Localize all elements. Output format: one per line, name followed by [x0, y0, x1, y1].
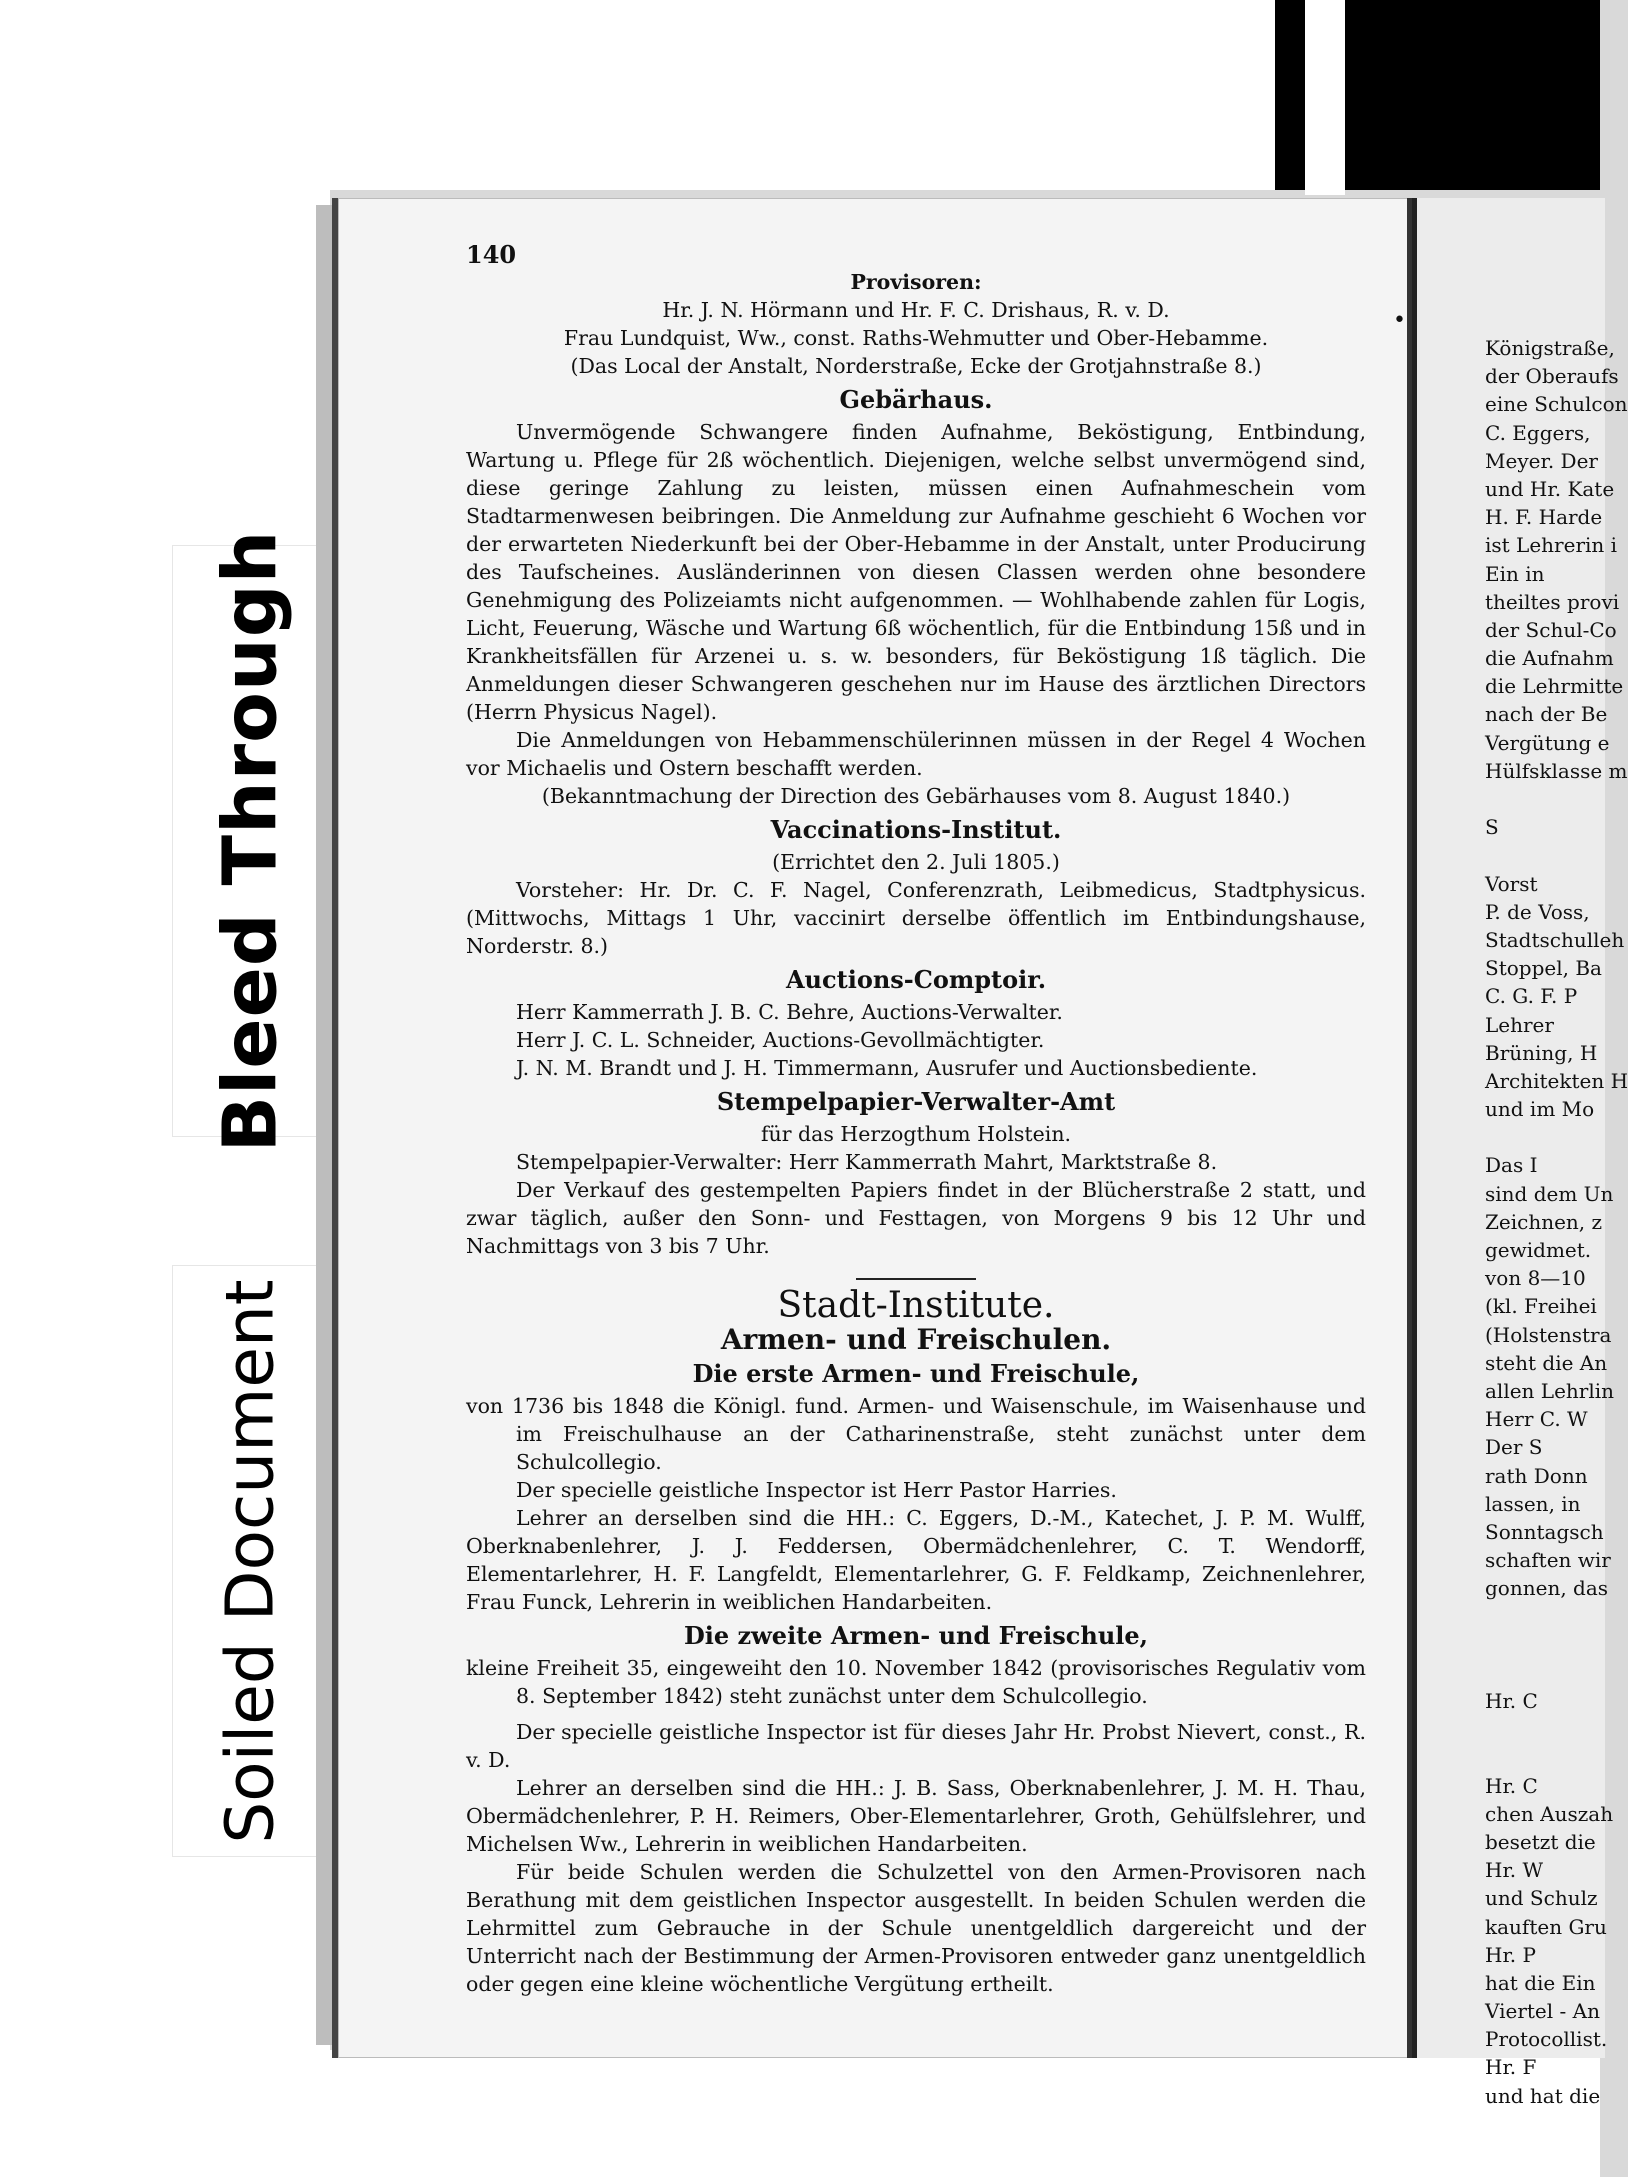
right-page-line: und im Mo: [1485, 1097, 1595, 1122]
right-page-line: Herr C. W: [1485, 1407, 1588, 1432]
right-page-line: der Schul-Co: [1485, 617, 1617, 642]
right-page-line: steht die An: [1485, 1350, 1608, 1375]
right-page-line: und Hr. Kate: [1485, 476, 1615, 501]
right-page-line: Stoppel, Ba: [1485, 956, 1602, 981]
provisoren-line: Hr. J. N. Hörmann und Hr. F. C. Drishaus, R. v. D.: [662, 298, 1170, 322]
gebaerhaus-text-2: Die Anmeldungen von Hebammenschülerinnen müssen in der Regel 4 Wochen vor Michaelis und Ostern beschafft werden.: [466, 728, 1366, 780]
right-page-line: Lehrer: [1485, 1012, 1554, 1037]
vaccination-title: Vaccinations-Institut.: [770, 815, 1062, 844]
label-bleed-through-text: Bleed Through: [207, 529, 294, 1153]
right-page-line: Hülfsklasse m: [1485, 758, 1628, 783]
right-page-line: Hr. F: [1485, 2055, 1537, 2080]
right-page-line: (Holstenstra: [1485, 1322, 1612, 1347]
right-page-line: die Aufnahm: [1485, 646, 1614, 671]
auction-line: J. N. M. Brandt und J. H. Timmermann, Ausrufer und Auctionsbediente.: [516, 1056, 1258, 1080]
erste-schule-title: Die erste Armen- und Freischule,: [692, 1359, 1140, 1388]
right-page-line: schaften wir: [1485, 1548, 1611, 1573]
scan-background-bottom: [0, 2050, 1600, 2177]
erste-schule-inspector: Der specielle geistliche Inspector ist Herr Pastor Harries.: [516, 1478, 1117, 1502]
right-page-line: nach der Be: [1485, 702, 1608, 727]
label-soiled-document: [172, 1265, 329, 1857]
right-page-line: [1485, 1123, 1628, 1151]
gebaerhaus-title: Gebärhaus.: [839, 385, 993, 414]
final-text: Für beide Schulen werden die Schulzettel von den Armen-Provisoren nach Berathung mit dem geistlichen Inspector ausgestellt. In beiden Schulen werden die Lehrmittel zum Gebrauche in der Schule unentgeldlich dargereicht und der Unterricht nach der Bestimmung der Armen-Provisoren entweder ganz unentgeldlich oder gegen eine kleine wöchentliche Vergütung ertheilt.: [466, 1860, 1366, 1996]
stempel-text: Der Verkauf des gestempelten Papiers findet in der Blücherstraße 2 statt, und zwar täglich, außer den Sonn- und Festtagen, von Morgens 9 bis 12 Uhr und Nachmittags von 3 bis 7 Uhr.: [466, 1178, 1366, 1258]
right-page-line: Vorst: [1485, 871, 1538, 896]
left-page: [332, 198, 1416, 2058]
right-page-line: (kl. Freihei: [1485, 1294, 1597, 1319]
right-page-line: kauften Gru: [1485, 1914, 1607, 1939]
right-page-line: und hat die: [1485, 2083, 1601, 2108]
ink-dot: •: [1393, 308, 1406, 333]
right-page-line: lassen, in: [1485, 1491, 1581, 1516]
vaccination-subtitle: (Errichtet den 2. Juli 1805.): [772, 850, 1060, 874]
page-number: 140: [466, 240, 517, 269]
right-page-line: [1485, 785, 1628, 813]
right-page-line: Zeichnen, z: [1485, 1209, 1603, 1234]
scanner-shadow-gap: [1305, 0, 1345, 195]
right-page-line: Ein in: [1485, 561, 1545, 586]
right-page-line: besetzt die: [1485, 1829, 1596, 1854]
right-page-line: Vergütung e: [1485, 730, 1610, 755]
right-page-line: Viertel - An: [1485, 1999, 1600, 2024]
right-page-line: S: [1485, 815, 1499, 840]
erste-schule-lehrer: Lehrer an derselben sind die HH.: C. Eggers, D.-M., Katechet, J. P. M. Wulff, Oberknabenlehrer, J. J. Feddersen, Obermädchenlehrer, C. T. Wendorff, Elementarlehrer, H. F. Langfeldt, Elementarlehrer, G. F. Feldkamp, Zeichnenlehrer, Frau Funck, Lehrerin in weiblichen Handarbeiten.: [466, 1506, 1366, 1614]
right-page-line: von 8—10: [1485, 1266, 1586, 1291]
right-page-line: Der S: [1485, 1435, 1543, 1460]
right-page-line: gewidmet.: [1485, 1238, 1592, 1262]
right-page-line: gonnen, das: [1485, 1576, 1609, 1601]
zweite-schule-title: Die zweite Armen- und Freischule,: [683, 1621, 1149, 1650]
right-page-line: Hr. C: [1485, 1773, 1538, 1798]
zweite-schule-lehrer: Lehrer an derselben sind die HH.: J. B. Sass, Oberknabenlehrer, J. M. H. Thau, Obermädchenlehrer, P. H. Reimers, Ober-Elementarlehrer, Groth, Gehülfslehrer, und Michelsen Ww., Lehrerin in weiblichen Handarbeiten.: [466, 1776, 1366, 1856]
right-page-line: allen Lehrlin: [1485, 1378, 1615, 1403]
stempel-title: Stempelpapier-Verwalter-Amt: [716, 1087, 1116, 1116]
right-page-line: hat die Ein: [1485, 1970, 1596, 1995]
right-page-line: [1485, 1659, 1628, 1687]
right-page-line: chen Auszah: [1485, 1801, 1614, 1826]
right-page-line: und Schulz: [1485, 1886, 1598, 1911]
right-page: [1412, 198, 1628, 2108]
right-page-line: der Oberaufs: [1485, 364, 1619, 389]
right-page-line: sind dem Un: [1485, 1181, 1614, 1206]
right-page-line: Das I: [1485, 1153, 1538, 1178]
erste-schule-text: von 1736 bis 1848 die Königl. fund. Armen- und Waisenschule, im Waisenhause und im Freischulhause an der Catharinenstraße, steht zunächst unter dem Schulcollegio.: [466, 1394, 1366, 1474]
page-edge: [316, 205, 332, 2045]
right-page-line: [1485, 1743, 1628, 1771]
right-page-line: [1485, 841, 1628, 869]
armen-freischulen-title: Armen- und Freischulen.: [720, 1323, 1112, 1356]
auction-line: Herr Kammerrath J. B. C. Behre, Auctions-Verwalter.: [516, 1000, 1063, 1024]
right-page-line: C. G. F. P: [1485, 984, 1578, 1009]
gebaerhaus-text: Unvermögende Schwangere finden Aufnahme, Beköstigung, Entbindung, Wartung u. Pflege für 2ß wöchentlich. Diejenigen, welche selbst unvermögend sind, diese geringe Zahlung zu leisten, müssen einen Aufnahmeschein vom Stadtarmenwesen beibringen. Die Anmeldung zur Aufnahme geschieht 6 Wochen vor der erwarteten Niederkunft bei der Ober-Hebamme in der Anstalt, unter Producirung des Taufscheines. Ausländerinnen von diesen Classen werden ohne besondere Genehmigung des Polizeiamts nicht aufgenommen. — Wohlhabende zahlen für Logis, Licht, Feuerung, Wäsche und Wartung 6ß wöchentlich, für die Entbindung 15ß und in Krankheitsfällen für Arzenei u. s. w. besonders, für Beköstigung 1ß täglich. Die Anmeldungen dieser Schwangeren geschehen nur im Hause des ärztlichen Directors (Herrn Physicus Nagel).: [466, 420, 1366, 724]
auction-title: Auctions-Comptoir.: [785, 965, 1047, 994]
right-page-line: Hr. W: [1485, 1858, 1544, 1883]
stadt-institute-title: Stadt-Institute.: [777, 1285, 1055, 1326]
right-page-line: [1485, 1602, 1628, 1630]
page-content: [466, 268, 1366, 1998]
stempel-line: Stempelpapier-Verwalter: Herr Kammerrath Mahrt, Marktstraße 8.: [516, 1150, 1218, 1174]
right-page-line: die Lehrmitte: [1485, 674, 1624, 699]
right-page-text: [1485, 334, 1628, 2110]
zweite-schule-text: kleine Freiheit 35, eingeweiht den 10. November 1842 (provisorisches Regulativ vom 8. September 1842) steht zunächst unter dem Schulcollegio.: [466, 1656, 1366, 1708]
right-page-line: theiltes provi: [1485, 589, 1620, 614]
right-page-line: Hr. C: [1485, 1689, 1538, 1713]
stempel-subtitle: für das Herzogthum Holstein.: [760, 1122, 1072, 1146]
right-page-line: H. F. Harde: [1485, 505, 1603, 530]
right-page-line: [1485, 1631, 1628, 1659]
section-divider: [856, 1278, 976, 1280]
right-page-line: P. de Voss,: [1485, 899, 1590, 924]
right-page-line: ist Lehrerin i: [1485, 533, 1618, 558]
right-page-line: Brüning, H: [1485, 1040, 1598, 1065]
label-bleed-through: [172, 529, 329, 1153]
right-page-line: Meyer. Der: [1485, 448, 1598, 473]
right-page-line: Königstraße,: [1485, 336, 1615, 360]
right-page-line: Protocollist.: [1485, 2027, 1608, 2052]
zweite-schule-inspector: Der specielle geistliche Inspector ist für dieses Jahr Hr. Probst Nievert, const., R. v. D.: [466, 1720, 1366, 1772]
right-page-line: rath Donn: [1485, 1463, 1588, 1488]
provisoren-title: Provisoren:: [850, 270, 982, 294]
right-page-line: Hr. P: [1485, 1942, 1536, 1967]
right-page-line: eine Schulcon: [1485, 392, 1628, 417]
gebaerhaus-note: (Bekanntmachung der Direction des Gebärhauses vom 8. August 1840.): [541, 784, 1291, 808]
label-soiled-document-text: Soiled Document: [212, 1278, 290, 1844]
provisoren-line: (Das Local der Anstalt, Norderstraße, Ecke der Grotjahnstraße 8.): [570, 354, 1262, 378]
right-page-line: [1485, 1715, 1628, 1743]
auction-line: Herr J. C. L. Schneider, Auctions-Gevollmächtigter.: [516, 1028, 1045, 1052]
right-page-line: Sonntagsch: [1485, 1519, 1604, 1544]
right-page-line: Architekten H: [1485, 1068, 1628, 1093]
right-page-line: C. Eggers,: [1485, 420, 1591, 445]
provisoren-line: Frau Lundquist, Ww., const. Raths-Wehmutter und Ober-Hebamme.: [563, 326, 1269, 350]
right-page-line: Stadtschulleh: [1485, 927, 1625, 952]
vaccination-text: Vorsteher: Hr. Dr. C. F. Nagel, Conferenzrath, Leibmedicus, Stadtphysicus. (Mittwochs, Mittags 1 Uhr, vaccinirt derselbe öffentlich im Entbindungshause, Norderstr. 8.): [466, 878, 1366, 958]
